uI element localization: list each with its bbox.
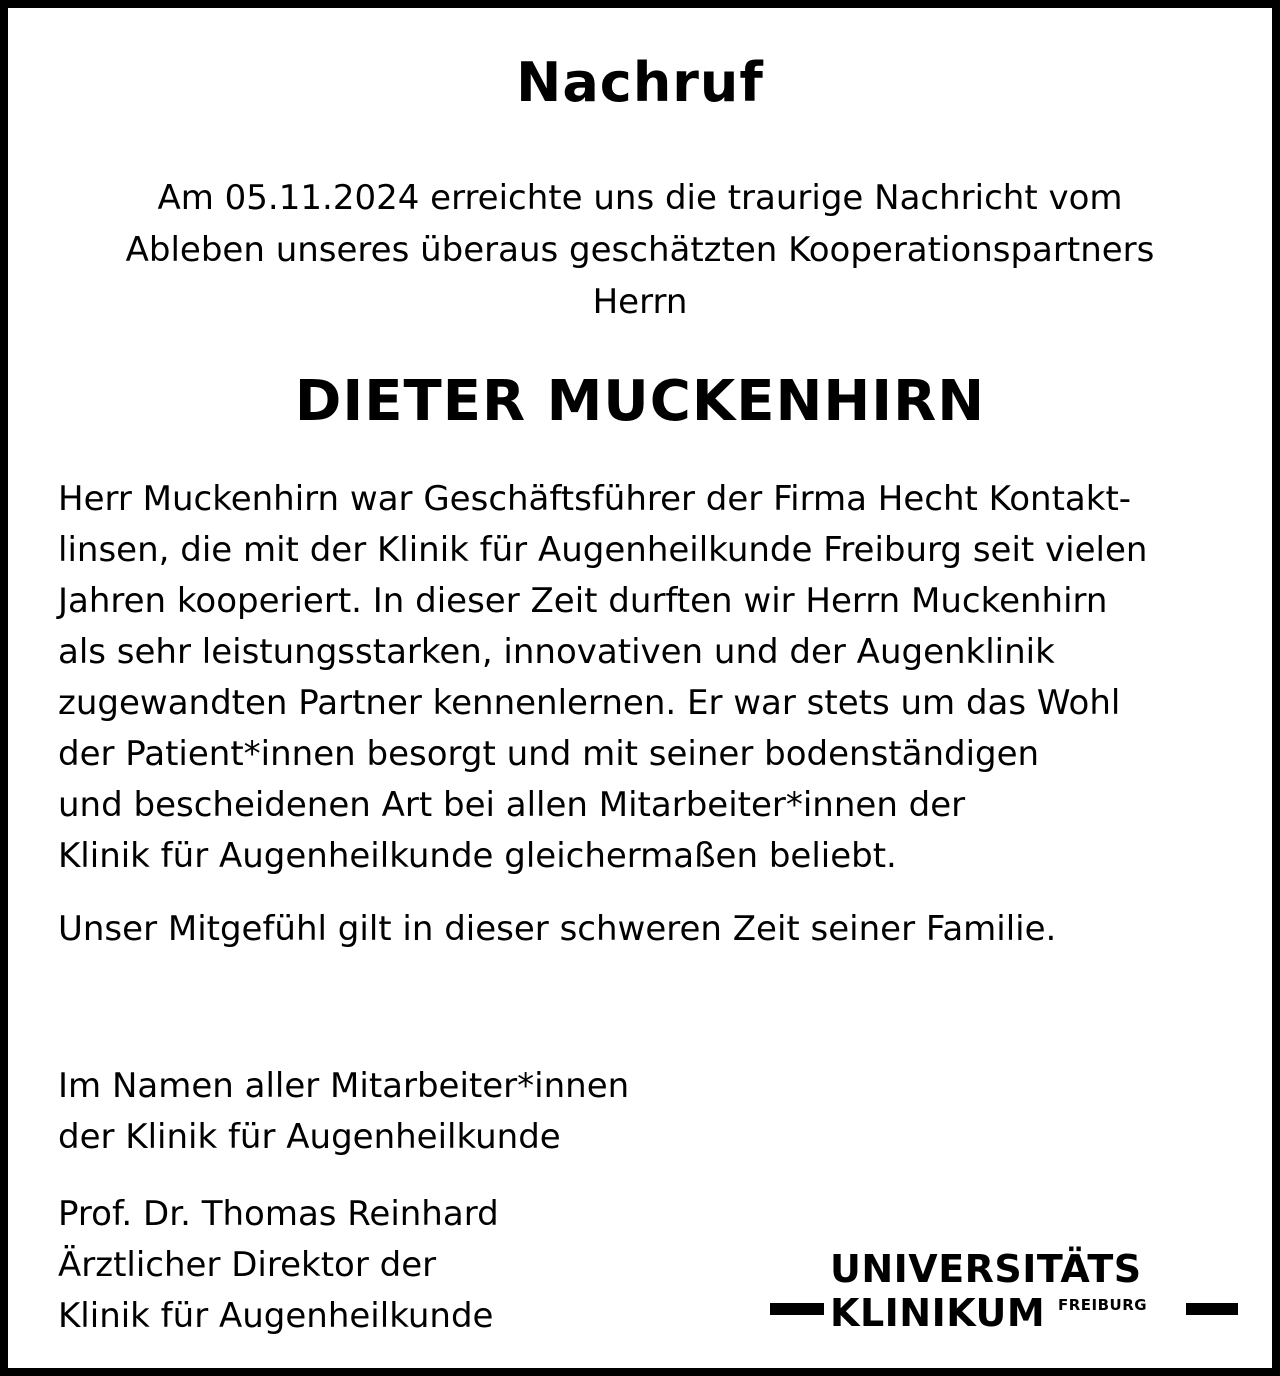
on-behalf-line: Im Namen aller Mitarbeiter*innen: [58, 1066, 630, 1106]
tribute-line: Klinik für Augenheilkunde gleichermaßen beliebt.: [58, 836, 897, 876]
on-behalf-line: der Klinik für Augenheilkunde: [58, 1117, 561, 1157]
signatory-block: [58, 1189, 499, 1342]
tribute-line: zugewandten Partner kennenlernen. Er war stets um das Wohl: [58, 683, 1121, 723]
intro-paragraph: [48, 172, 1232, 328]
intro-line: Ableben unseres überaus geschätzten Kooperationspartners: [125, 230, 1155, 270]
logo-text-universitaets: UNIVERSITÄTS: [830, 1247, 1142, 1291]
tribute-line: der Patient*innen besorgt und mit seiner bodenständigen: [58, 734, 1040, 774]
intro-line: Herrn: [592, 282, 688, 322]
deceased-name: DIETER MUCKENHIRN: [294, 369, 986, 434]
signatory-department: Klinik für Augenheilkunde: [58, 1296, 494, 1336]
signatory-role: Ärztlicher Direktor der: [58, 1245, 437, 1285]
tribute-line: und bescheidenen Art bei allen Mitarbeiter*innen der: [58, 785, 966, 825]
on-behalf-block: [58, 1061, 629, 1163]
tribute-line: Herr Muckenhirn war Geschäftsführer der Firma Hecht Kontakt-: [58, 479, 1132, 519]
logo-text-klinikum: KLINIKUM: [830, 1291, 1046, 1335]
tribute-paragraph: [58, 474, 1232, 882]
logo-text-freiburg: FREIBURG: [1058, 1296, 1148, 1314]
university-hospital-logo: [768, 1246, 1243, 1336]
logo-bar-right: [1186, 1303, 1238, 1315]
signatory-name: Prof. Dr. Thomas Reinhard: [58, 1194, 499, 1234]
tribute-line: Jahren kooperiert. In dieser Zeit durften wir Herrn Muckenhirn: [58, 581, 1108, 621]
tribute-line: linsen, die mit der Klinik für Augenheilkunde Freiburg seit vielen: [58, 530, 1148, 570]
sympathy-sentence: Unser Mitgefühl gilt in dieser schweren Zeit seiner Familie.: [58, 909, 1057, 949]
logo-bar-left: [770, 1303, 824, 1315]
intro-line: Am 05.11.2024 erreichte uns die traurige Nachricht vom: [157, 178, 1123, 218]
tribute-line: als sehr leistungsstarken, innovativen und der Augenklinik: [58, 632, 1055, 672]
notice-title: Nachruf: [516, 51, 764, 114]
